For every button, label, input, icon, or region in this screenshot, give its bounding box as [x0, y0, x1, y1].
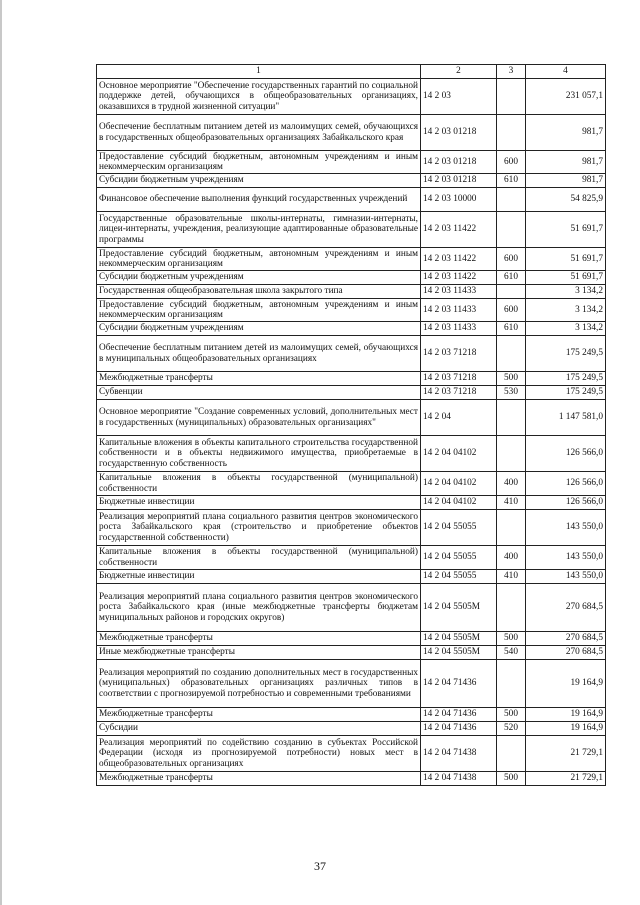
table-row [97, 646, 606, 660]
row-name: Обеспечение бесплатным питанием детей из малоимущих семей, обучающихся в государственных общеобразовательных организациях Забайкальского края [97, 115, 421, 151]
row-type [497, 115, 526, 151]
row-code: 14 2 03 [421, 79, 497, 115]
row-amount: 143 550,0 [526, 546, 606, 570]
row-code: 14 2 04 55055 [421, 570, 497, 584]
row-type [497, 660, 526, 708]
table-row [97, 79, 606, 115]
row-code: 14 2 04 04102 [421, 436, 497, 472]
table-row [97, 115, 606, 151]
row-amount: 981,7 [526, 151, 606, 174]
row-code: 14 2 04 71438 [421, 736, 497, 772]
table-row [97, 772, 606, 786]
row-amount: 126 566,0 [526, 436, 606, 472]
table-row [97, 708, 606, 722]
row-amount: 21 729,1 [526, 736, 606, 772]
row-code: 14 2 03 01218 [421, 174, 497, 188]
row-amount: 51 691,7 [526, 271, 606, 285]
row-code: 14 2 04 [421, 400, 497, 436]
row-type [497, 212, 526, 248]
table-row [97, 632, 606, 646]
table-row [97, 496, 606, 510]
row-amount: 270 684,5 [526, 584, 606, 632]
table-row [97, 660, 606, 708]
row-name: Бюджетные инвестиции [97, 496, 421, 510]
row-name: Межбюджетные трансферты [97, 372, 421, 386]
row-name: Государственная общеобразовательная школа закрытого типа [97, 285, 421, 299]
row-name: Субсидии бюджетным учреждениям [97, 271, 421, 285]
header-col-3: 3 [497, 65, 526, 79]
table-row [97, 570, 606, 584]
row-type: 610 [497, 174, 526, 188]
row-amount: 1 147 581,0 [526, 400, 606, 436]
row-type: 500 [497, 772, 526, 786]
budget-table [96, 64, 606, 786]
table-row [97, 174, 606, 188]
row-amount: 175 249,5 [526, 386, 606, 400]
row-code: 14 2 04 5505М [421, 646, 497, 660]
table-row [97, 372, 606, 386]
row-type: 610 [497, 271, 526, 285]
row-code: 14 2 03 11422 [421, 212, 497, 248]
row-code: 14 2 03 10000 [421, 188, 497, 212]
table-row [97, 400, 606, 436]
row-amount: 54 825,9 [526, 188, 606, 212]
row-name: Субвенции [97, 386, 421, 400]
row-amount: 175 249,5 [526, 372, 606, 386]
row-amount: 19 164,9 [526, 708, 606, 722]
row-code: 14 2 04 5505М [421, 584, 497, 632]
table-row [97, 285, 606, 299]
row-name: Реализация мероприятий плана социального развития центров экономического роста Забайкальского края (иные межбюджетные трансферты бюджетам муниципальных районов и городских округов) [97, 584, 421, 632]
row-amount: 143 550,0 [526, 510, 606, 546]
table-row [97, 722, 606, 736]
table-header-row [97, 65, 606, 79]
row-type: 400 [497, 472, 526, 496]
header-col-1: 1 [97, 65, 421, 79]
row-type: 530 [497, 386, 526, 400]
row-name: Обеспечение бесплатным питанием детей из малоимущих семей, обучающихся в муниципальных общеобразовательных организациях [97, 336, 421, 372]
table-row [97, 151, 606, 174]
row-type [497, 79, 526, 115]
row-name: Иные межбюджетные трансферты [97, 646, 421, 660]
row-code: 14 2 04 71438 [421, 772, 497, 786]
row-code: 14 2 04 04102 [421, 472, 497, 496]
row-code: 14 2 04 71436 [421, 722, 497, 736]
row-amount: 3 134,2 [526, 322, 606, 336]
row-type [497, 188, 526, 212]
row-name: Реализация мероприятий по содействию созданию в субъектах Российской Федерации (исходя из прогнозируемой потребности) новых мест в общеобразовательных организациях [97, 736, 421, 772]
row-name: Капитальные вложения в объекты капитального строительства государственной собственности и в объекты недвижимого имущества, приобретаемые в государственную собственность [97, 436, 421, 472]
row-code: 14 2 03 11433 [421, 299, 497, 322]
row-amount: 270 684,5 [526, 632, 606, 646]
row-name: Субсидии бюджетным учреждениям [97, 322, 421, 336]
table-row [97, 386, 606, 400]
row-code: 14 2 03 11422 [421, 248, 497, 271]
row-type: 610 [497, 322, 526, 336]
row-code: 14 2 04 55055 [421, 510, 497, 546]
row-code: 14 2 03 11422 [421, 271, 497, 285]
row-type: 400 [497, 546, 526, 570]
row-name: Реализация мероприятий по созданию дополнительных мест в государственных (муниципальных) образовательных организациях различных типов в соответствии с прогнозируемой потребностью и современными требованиями [97, 660, 421, 708]
row-name: Предоставление субсидий бюджетным, автономным учреждениям и иным некоммерческим организациям [97, 248, 421, 271]
row-code: 14 2 03 11433 [421, 285, 497, 299]
row-amount: 51 691,7 [526, 212, 606, 248]
row-code: 14 2 03 71218 [421, 372, 497, 386]
row-amount: 126 566,0 [526, 496, 606, 510]
row-code: 14 2 04 55055 [421, 546, 497, 570]
document-page [96, 64, 605, 786]
row-type: 540 [497, 646, 526, 660]
row-name: Реализация мероприятий плана социального развития центров экономического роста Забайкальского края (строительство и приобретение объектов государственной собственности) [97, 510, 421, 546]
row-amount: 231 057,1 [526, 79, 606, 115]
table-row [97, 472, 606, 496]
row-name: Субсидии [97, 722, 421, 736]
table-body [97, 79, 606, 786]
scan-edge [0, 0, 2, 905]
header-col-2: 2 [421, 65, 497, 79]
row-type [497, 400, 526, 436]
row-type: 600 [497, 299, 526, 322]
row-code: 14 2 04 71436 [421, 660, 497, 708]
row-code: 14 2 03 01218 [421, 151, 497, 174]
table-row [97, 322, 606, 336]
row-type: 410 [497, 496, 526, 510]
row-name: Капитальные вложения в объекты государственной (муниципальной) собственности [97, 546, 421, 570]
row-code: 14 2 04 71436 [421, 708, 497, 722]
row-amount: 143 550,0 [526, 570, 606, 584]
row-code: 14 2 04 5505М [421, 632, 497, 646]
table-row [97, 188, 606, 212]
row-type: 500 [497, 372, 526, 386]
row-type [497, 736, 526, 772]
row-name: Предоставление субсидий бюджетным, автономным учреждениям и иным некоммерческим организациям [97, 299, 421, 322]
row-type [497, 336, 526, 372]
row-code: 14 2 03 71218 [421, 336, 497, 372]
table-row [97, 546, 606, 570]
row-amount: 126 566,0 [526, 472, 606, 496]
row-name: Бюджетные инвестиции [97, 570, 421, 584]
row-type [497, 584, 526, 632]
row-type [497, 510, 526, 546]
row-name: Финансовое обеспечение выполнения функций государственных учреждений [97, 188, 421, 212]
row-name: Межбюджетные трансферты [97, 772, 421, 786]
row-type: 500 [497, 632, 526, 646]
row-type: 410 [497, 570, 526, 584]
table-row [97, 271, 606, 285]
row-code: 14 2 03 01218 [421, 115, 497, 151]
table-row [97, 736, 606, 772]
row-code: 14 2 03 71218 [421, 386, 497, 400]
row-name: Основное мероприятие "Обеспечение государственных гарантий по социальной поддержке детей, обучающихся в общеобразовательных организациях, оказавшихся в трудной жизненной ситуации" [97, 79, 421, 115]
row-amount: 51 691,7 [526, 248, 606, 271]
row-type: 600 [497, 151, 526, 174]
table-row [97, 212, 606, 248]
table-row [97, 336, 606, 372]
row-amount: 19 164,9 [526, 722, 606, 736]
row-amount: 981,7 [526, 115, 606, 151]
row-name: Предоставление субсидий бюджетным, автономным учреждениям и иным некоммерческим организациям [97, 151, 421, 174]
row-name: Государственные образовательные школы-интернаты, гимназии-интернаты, лицеи-интернаты, учреждения, реализующие адаптированные образовательные программы [97, 212, 421, 248]
table-row [97, 510, 606, 546]
header-col-4: 4 [526, 65, 606, 79]
row-amount: 3 134,2 [526, 285, 606, 299]
table-row [97, 584, 606, 632]
row-type [497, 285, 526, 299]
table-row [97, 248, 606, 271]
row-code: 14 2 03 11433 [421, 322, 497, 336]
row-name: Межбюджетные трансферты [97, 632, 421, 646]
row-amount: 21 729,1 [526, 772, 606, 786]
row-amount: 3 134,2 [526, 299, 606, 322]
row-type: 600 [497, 248, 526, 271]
row-type: 520 [497, 722, 526, 736]
row-amount: 981,7 [526, 174, 606, 188]
page-number: 37 [314, 859, 326, 873]
row-amount: 270 684,5 [526, 646, 606, 660]
row-type [497, 436, 526, 472]
row-name: Межбюджетные трансферты [97, 708, 421, 722]
row-name: Субсидии бюджетным учреждениям [97, 174, 421, 188]
row-name: Капитальные вложения в объекты государственной (муниципальной) собственности [97, 472, 421, 496]
table-row [97, 436, 606, 472]
row-name: Основное мероприятие "Создание современных условий, дополнительных мест в государственных (муниципальных) образовательных организациях" [97, 400, 421, 436]
table-row [97, 299, 606, 322]
row-type: 500 [497, 708, 526, 722]
row-amount: 19 164,9 [526, 660, 606, 708]
row-amount: 175 249,5 [526, 336, 606, 372]
row-code: 14 2 04 04102 [421, 496, 497, 510]
